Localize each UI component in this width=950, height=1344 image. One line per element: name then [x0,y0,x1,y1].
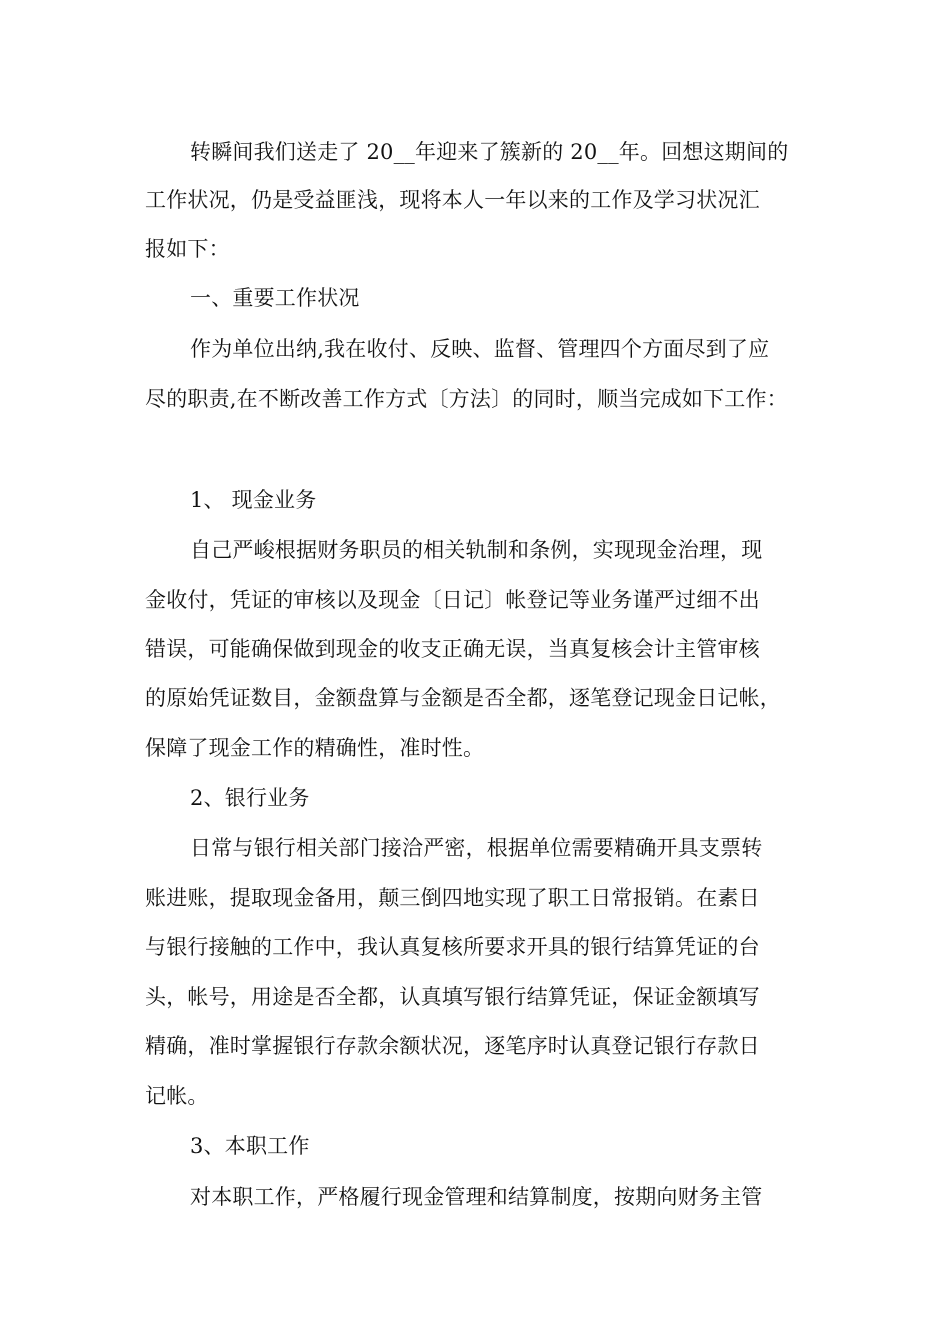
paragraph-intro-line-3: 报如下： [145,237,230,261]
section-heading-1: 一、重要工作状况 [190,286,360,310]
paragraph-cash-line-2: 金收付，凭证的审核以及现金〔日记〕帐登记等业务谨严过细不出 [145,588,760,612]
paragraph-cash-line-1: 自己严峻根据财务职员的相关轨制和条例，实现现金治理，现 [190,538,763,562]
paragraph-bank-line-1: 日常与银行相关部门接洽严密，根据单位需要精确开具支票转 [190,836,763,860]
paragraph-bank-line-5: 精确，准时掌握银行存款余额状况，逐笔序时认真登记银行存款日 [145,1034,760,1058]
paragraph-duties-line-2: 尽的职责,在不断改善工作方式〔方法〕的同时，顺当完成如下工作： [145,387,788,411]
paragraph-intro-line-2: 工作状况，仍是受益匪浅，现将本人一年以来的工作及学习状况汇 [145,188,760,212]
subheading-own-work: 3、本职工作 [190,1134,310,1158]
paragraph-bank-line-4: 头，帐号，用途是否全都，认真填写银行结算凭证，保证金额填写 [145,985,760,1009]
paragraph-cash-line-3: 错误，可能确保做到现金的收支正确无误，当真复核会计主管审核 [145,637,760,661]
paragraph-bank-line-2: 账进账，提取现金备用，颠三倒四地实现了职工日常报销。在素日 [145,886,760,910]
paragraph-intro-line-1: 转瞬间我们送走了 20__年迎来了簇新的 20__年。回想这期间的 [190,140,789,164]
paragraph-bank-line-6: 记帐。 [145,1084,209,1108]
subheading-bank-business: 2、银行业务 [190,786,310,810]
paragraph-cash-line-5: 保障了现金工作的精确性，准时性。 [145,736,485,760]
subheading-cash-business: 1、 现金业务 [190,488,317,512]
paragraph-own-work-line-1: 对本职工作，严格履行现金管理和结算制度，按期向财务主管 [190,1185,763,1209]
paragraph-duties-line-1: 作为单位出纳,我在收付、反映、监督、管理四个方面尽到了应 [190,337,770,361]
paragraph-bank-line-3: 与银行接触的工作中，我认真复核所要求开具的银行结算凭证的台 [145,935,760,959]
paragraph-cash-line-4: 的原始凭证数目，金额盘算与金额是否全都，逐笔登记现金日记帐， [145,686,781,710]
